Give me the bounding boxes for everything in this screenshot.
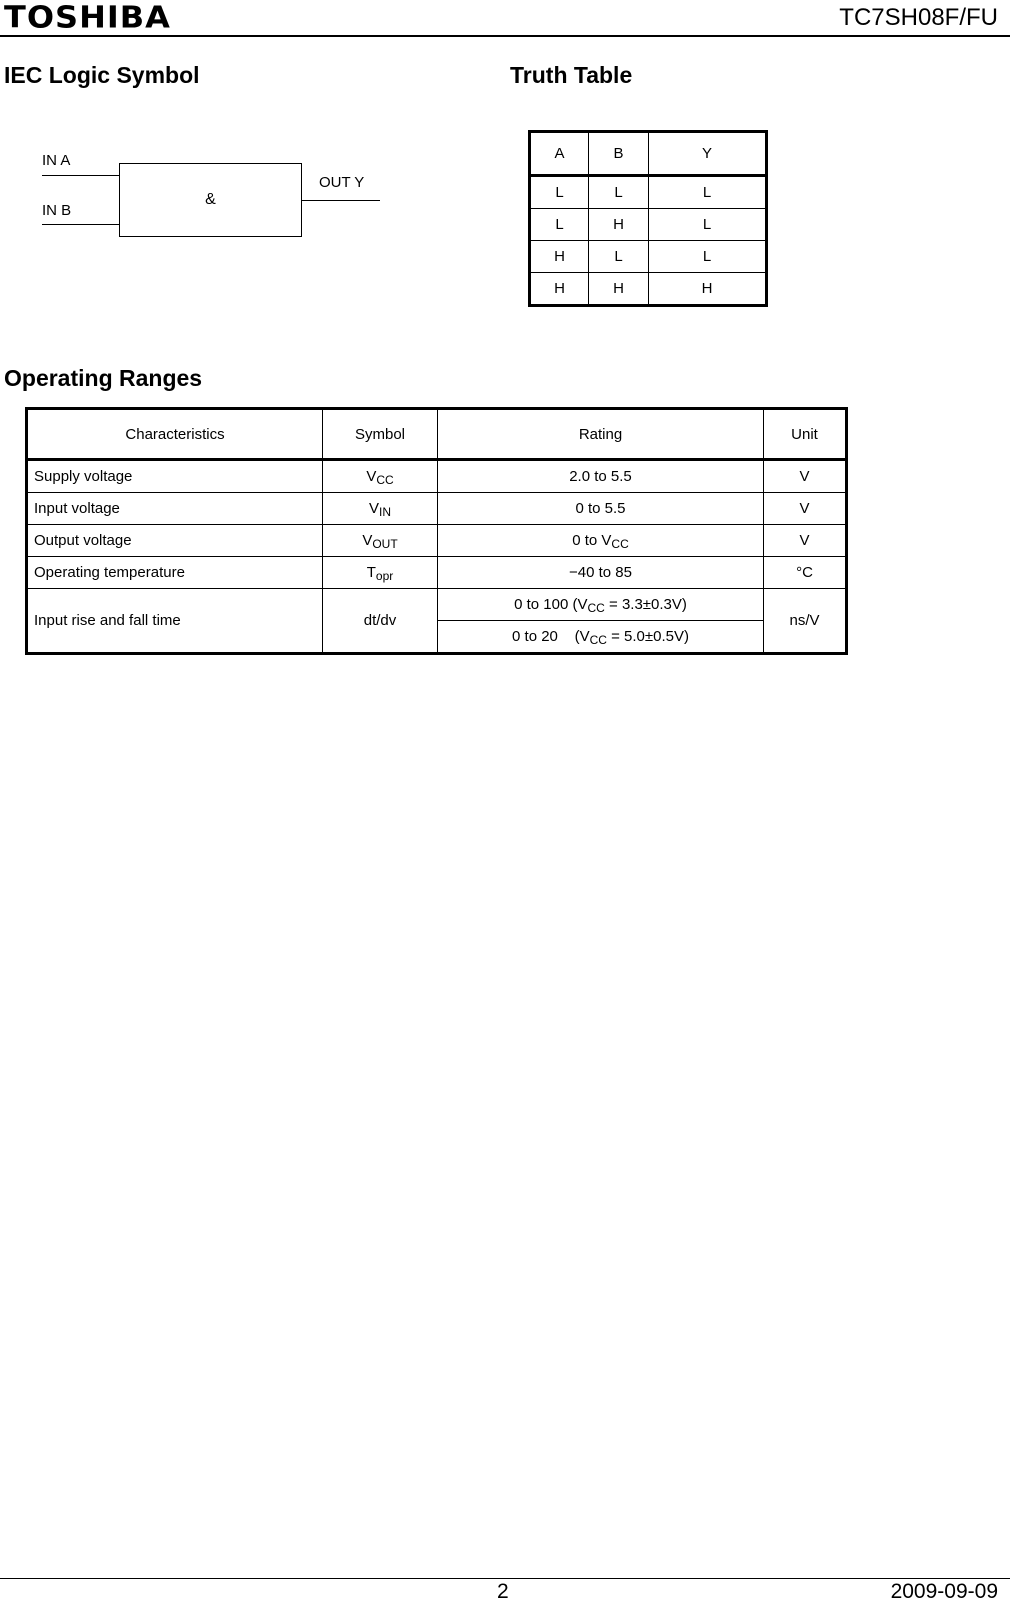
rating-text: 0 to V [572,532,612,549]
header-divider [0,35,1010,37]
table-cell: H [649,273,767,306]
logic-symbol-title: IEC Logic Symbol [4,62,200,88]
table-row [27,460,847,493]
characteristic-cell: Output voltage [27,525,323,557]
rating-text: 0 to 100 (V [514,596,588,613]
table-cell: L [649,176,767,209]
symbol-main: T [366,564,376,581]
symbol-cell [323,493,438,525]
table-cell: H [530,273,589,306]
header-characteristics: Characteristics [27,409,323,460]
symbol-main: V [366,468,377,485]
unit-cell: °C [764,557,847,589]
header-symbol: Symbol [323,409,438,460]
input-b-label: IN B [42,202,72,219]
symbol-sub: CC [376,473,394,487]
characteristic-cell: Supply voltage [27,460,323,493]
output-label: OUT Y [319,174,365,191]
table-cell: H [589,209,649,241]
input-a-label: IN A [42,152,71,169]
rating-cell: 0 to 5.5 [438,493,764,525]
symbol-sub: OUT [372,537,398,551]
truth-header-b: B [589,132,649,176]
rating-text: = 5.0±0.5V) [606,628,689,645]
table-row [530,176,767,209]
header-unit: Unit [764,409,847,460]
table-row [27,557,847,589]
footer-divider [0,1578,1010,1579]
table-row [530,241,767,273]
rating-text: = 3.3±0.3V) [604,596,687,613]
symbol-sub: IN [379,505,391,519]
truth-header-a: A [530,132,589,176]
rating-sub: CC [611,537,629,551]
unit-cell: V [764,525,847,557]
rating-cell [438,589,764,621]
table-row [27,493,847,525]
rating-sub: CC [587,601,605,615]
characteristic-cell: Input voltage [27,493,323,525]
input-b-wire [42,224,119,225]
table-row [530,209,767,241]
table-cell: H [589,273,649,306]
truth-table [528,130,768,307]
table-cell: L [649,241,767,273]
symbol-main: V [368,500,379,517]
table-row [27,589,847,621]
symbol-cell [323,525,438,557]
characteristic-cell: Input rise and fall time [27,589,323,654]
gate-symbol: & [205,191,216,208]
and-gate-box [119,163,302,237]
table-cell: H [530,241,589,273]
symbol-main: V [362,532,373,549]
document-date: 2009-09-09 [890,1580,998,1603]
truth-header-y: Y [649,132,767,176]
table-row [27,525,847,557]
unit-cell: ns/V [764,589,847,654]
toshiba-logo: TOSHIBA [4,0,171,36]
part-number: TC7SH08F/FU [839,4,998,31]
rating-cell [438,621,764,654]
operating-ranges-table [25,407,848,655]
output-wire [302,200,380,201]
logic-symbol-diagram [0,120,420,280]
symbol-sub: opr [375,569,394,583]
rating-cell [438,525,764,557]
table-cell: L [649,209,767,241]
unit-cell: V [764,493,847,525]
unit-cell: V [764,460,847,493]
operating-ranges-title: Operating Ranges [4,365,203,391]
symbol-cell: dt/dv [323,589,438,654]
rating-cell: −40 to 85 [438,557,764,589]
table-row [530,273,767,306]
symbol-cell [323,557,438,589]
table-cell: L [530,176,589,209]
rating-cell: 2.0 to 5.5 [438,460,764,493]
page-number: 2 [497,1580,509,1603]
table-cell: L [589,176,649,209]
characteristic-cell: Operating temperature [27,557,323,589]
rating-text: 0 to 20 (V [512,628,590,645]
truth-table-header-row [530,132,767,176]
truth-table-title: Truth Table [510,62,633,88]
table-cell: L [589,241,649,273]
header-rating: Rating [438,409,764,460]
symbol-cell [323,460,438,493]
input-a-wire [42,175,119,176]
rating-sub: CC [589,633,607,647]
table-cell: L [530,209,589,241]
ops-header-row [27,409,847,460]
